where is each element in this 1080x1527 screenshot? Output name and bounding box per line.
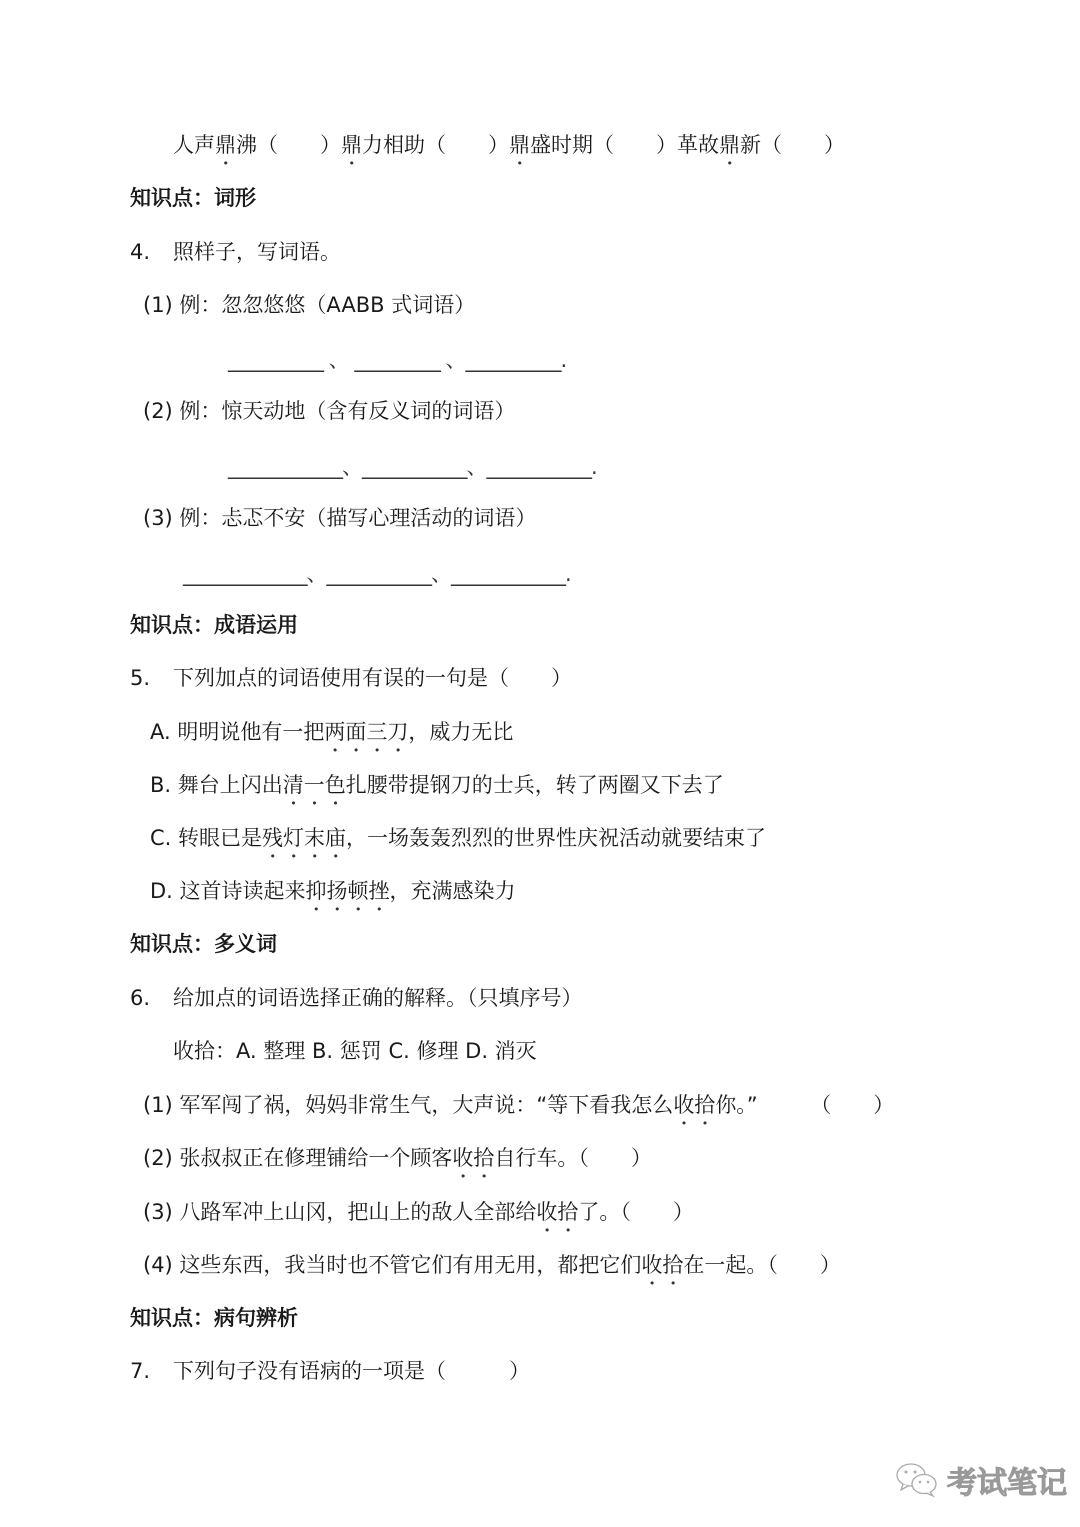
emphasized-word: 鼎	[341, 133, 362, 157]
emphasized-word: 两面三刀	[324, 720, 409, 744]
text-segment: 盛时期（ ）	[530, 133, 677, 157]
question-number: 4.	[130, 240, 151, 264]
wechat-icon	[895, 1462, 939, 1498]
answer-blank-3[interactable]: _____________、___________、____________.	[183, 562, 571, 586]
knowledge-point-heading: 知识点：成语运用	[130, 613, 298, 637]
text-segment: ，充满感染力	[389, 879, 516, 903]
question-number: 7.	[130, 1359, 151, 1383]
text-segment: 新（ ）	[740, 133, 845, 157]
q3-word-4	[677, 133, 845, 157]
option-c[interactable]	[150, 826, 766, 863]
text-segment: ，威力无比	[408, 720, 514, 744]
emphasized-word: 清一色	[282, 773, 346, 797]
text-segment: (2) 张叔叔正在修理铺给一个顾客	[143, 1146, 453, 1170]
q3-word-3	[509, 133, 677, 157]
text-segment: ，一场轰轰烈烈的世界性庆祝活动就要结束了	[346, 826, 767, 850]
text-segment: (3) 八路军冲上山冈，把山上的敌人全部给	[143, 1200, 537, 1224]
text-segment: 在一起。（ ）	[683, 1253, 841, 1277]
emphasized-word: 收拾	[536, 1200, 579, 1224]
text-segment: D. 这首诗读起来	[150, 879, 306, 903]
q6-item-3	[143, 1200, 694, 1237]
emphasized-word: 收拾	[641, 1253, 684, 1277]
answer-blank-1[interactable]: __________ 、 _________ 、__________.	[228, 348, 567, 372]
text-segment: 人声	[173, 133, 215, 157]
knowledge-point-heading: 知识点：病句辨析	[130, 1306, 298, 1330]
q3-word-1	[173, 133, 341, 157]
text-segment: 革故	[677, 133, 719, 157]
question-number: 6.	[130, 986, 151, 1010]
emphasized-word: 鼎	[509, 133, 530, 157]
emphasized-word: 鼎	[719, 133, 740, 157]
text-segment: (4) 这些东西，我当时也不管它们有用无用，都把它们	[143, 1253, 642, 1277]
question-text: 下列句子没有语病的一项是（ ）	[173, 1359, 530, 1383]
emphasized-word: 收拾	[673, 1093, 716, 1117]
emphasized-word: 收拾	[452, 1146, 495, 1170]
q4-sub-1: (1) 例：忽忽悠悠（AABB 式词语）	[143, 293, 476, 317]
text-segment: B. 舞台上闪出	[150, 773, 283, 797]
question-7	[130, 1359, 530, 1383]
q3-word-2	[341, 133, 509, 157]
text-segment: 了。（ ）	[578, 1200, 694, 1224]
q6-item-1	[143, 1093, 894, 1130]
text-segment: 沸（ ）	[236, 133, 341, 157]
text-segment: 力相助（ ）	[362, 133, 509, 157]
text-segment: 扎腰带提钢刀的士兵，转了两圈又下去了	[345, 773, 724, 797]
text-segment: A. 明明说他有一把	[150, 720, 325, 744]
text-segment: 你。” （ ）	[715, 1093, 895, 1117]
option-b[interactable]	[150, 773, 724, 810]
watermark-text: 考试笔记	[947, 1466, 1067, 1501]
emphasized-word: 鼎	[215, 133, 236, 157]
question-6	[130, 986, 583, 1010]
q6-item-2	[143, 1146, 652, 1183]
question-text: 照样子，写词语。	[173, 240, 341, 264]
watermark	[895, 1458, 1067, 1502]
emphasized-word: 抑扬顿挫	[305, 879, 390, 903]
knowledge-point-heading: 知识点：词形	[130, 186, 256, 210]
text-segment: C. 转眼已是	[150, 826, 263, 850]
q4-sub-3: (3) 例：忐忑不安（描写心理活动的词语）	[143, 506, 537, 530]
knowledge-point-heading: 知识点：多义词	[130, 932, 277, 956]
question-number: 5.	[130, 666, 151, 690]
question-text: 给加点的词语选择正确的解释。（只填序号）	[173, 986, 583, 1010]
question-4	[130, 240, 341, 264]
question-5	[130, 666, 572, 690]
q6-item-4	[143, 1253, 841, 1290]
q3-word-line	[173, 133, 845, 170]
q6-choices: 收拾：A. 整理 B. 惩罚 C. 修理 D. 消灭	[173, 1039, 537, 1063]
option-a[interactable]	[150, 720, 513, 757]
option-d[interactable]	[150, 879, 516, 916]
emphasized-word: 残灯末庙	[262, 826, 347, 850]
q4-sub-2: (2) 例：惊天动地（含有反义词的词语）	[143, 399, 516, 423]
text-segment: 自行车。（ ）	[494, 1146, 652, 1170]
answer-blank-2[interactable]: ____________、___________、___________.	[228, 455, 597, 479]
text-segment: (1) 军军闯了祸，妈妈非常生气，大声说：“等下看我怎么	[143, 1093, 674, 1117]
question-text: 下列加点的词语使用有误的一句是（ ）	[173, 666, 572, 690]
